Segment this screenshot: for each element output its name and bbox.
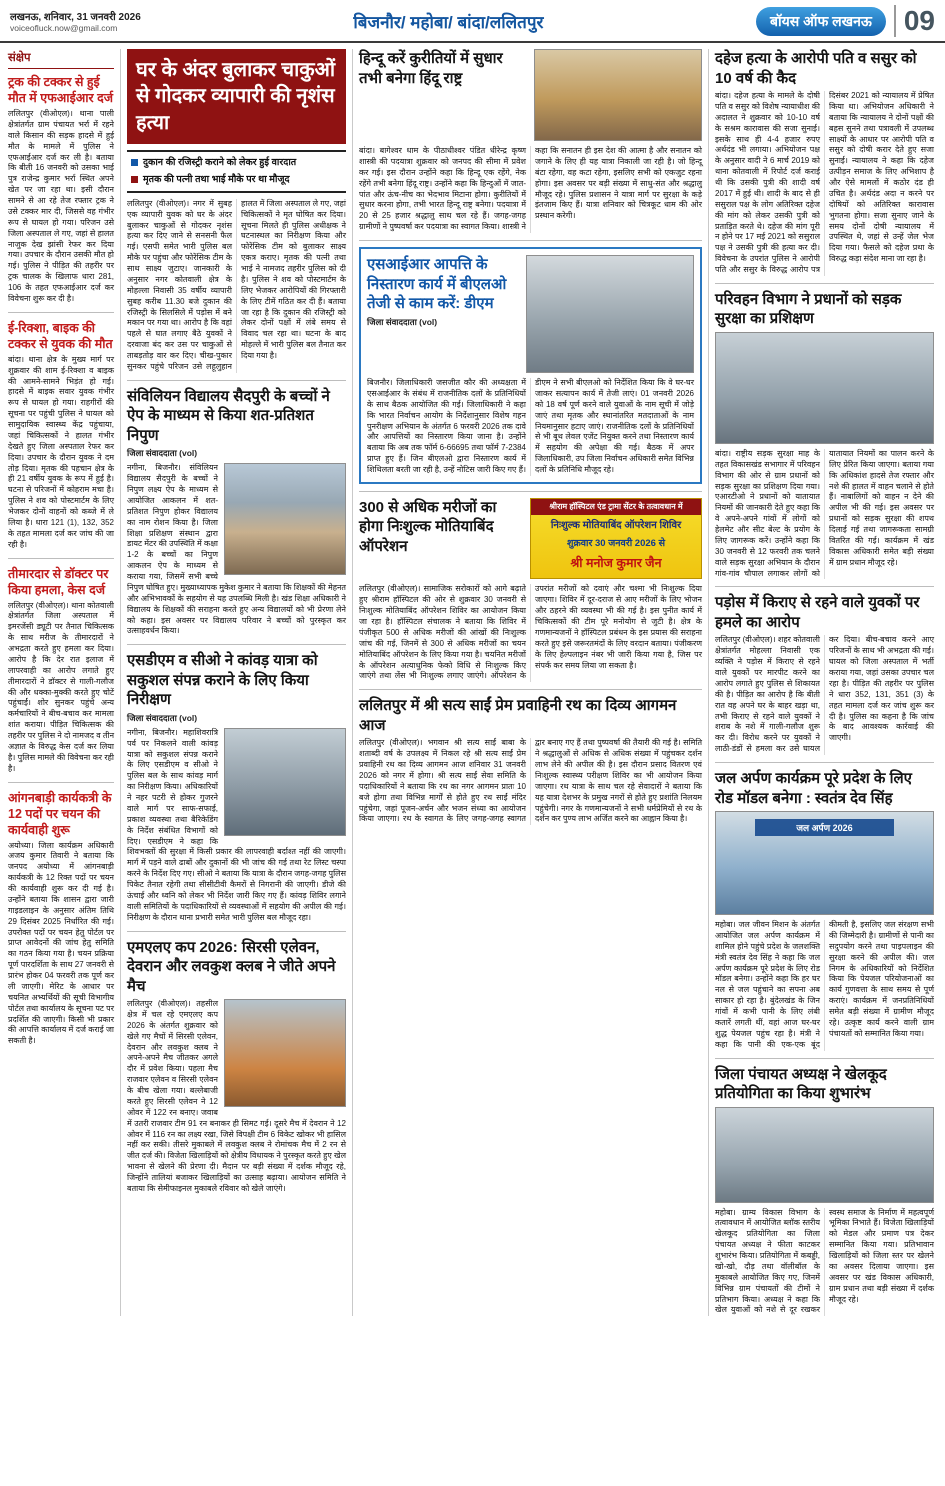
brief-column — [8, 49, 120, 1316]
article-body: ललितपुर (वीओएल)। भगवान श्री सत्य साईं बाबा के शताब्दी वर्ष के उपलक्ष्य में निकल रहे श्री सत्य साईं प्रेम प्रवाहिनी रथ का दिव्य आगमन आज शनिवार 31 जनवरी 2026 को नगर में होगा। श्री सत्य साईं सेवा समिति के पदाधिकारियों ने बताया कि रथ का नगर आगमन प्रातः 10 बजे होगा तथा विभिन्न मार्गों से होते हुए रथ साईं मंदिर पहुंचेगा, जहां पूजन-अर्चन और भजन संध्या का आयोजन किया जाएगा। रथ के स्वागत के लिए जगह-जगह स्वागत द्वार बनाए गए हैं तथा पुष्पवर्षा की तैयारी की गई है। समिति ने श्रद्धालुओं से अधिक से अधिक संख्या में पहुंचकर दर्शन लाभ लेने की अपील की है। इस दौरान प्रसाद वितरण एवं निःशुल्क स्वास्थ्य परीक्षण शिविर का भी आयोजन किया जाएगा। रथ यात्रा के साथ चल रहे सेवादारों ने बताया कि यह यात्रा देशभर के प्रमुख नगरों से होते हुए प्रशांति निलयम पहुंचेगी। नगर के गणमान्यजनों ने सभी धर्मप्रेमियों से रथ के दर्शन कर पुण्य लाभ अर्जित करने का आह्वान किया है। — [359, 738, 702, 824]
brand-badge: बॉयस ऑफ लखनऊ — [756, 7, 886, 36]
road-safety-training-photo — [715, 332, 934, 444]
center-column — [352, 49, 708, 1316]
jal-arpan-event-photo — [715, 811, 934, 915]
highlight-box — [127, 150, 346, 193]
article-body: ललितपुर (वीओएल)। सामाजिक सरोकारों को आगे बढ़ाते हुए श्रीराम हॉस्पिटल की ओर से शुक्रवार 30 जनवरी से निःशुल्क मोतियाबिंद ऑपरेशन शिविर का आयोजन किया जा रहा है। हॉस्पिटल संचालक ने बताया कि शिविर में पंजीकृत 500 से अधिक मरीजों की आंखों की निःशुल्क जांच की गई, जिनमें से 300 से अधिक मरीजों का चयन मोतियाबिंद ऑपरेशन के लिए किया गया है। चयनित मरीजों के ऑपरेशन अत्याधुनिक फेको विधि से निःशुल्क किए जाएंगे तथा लेंस भी निःशुल्क लगाए जाएंगे। ऑपरेशन के उपरांत मरीजों को दवाएं और चश्मा भी निःशुल्क दिया जाएगा। शिविर में दूर-दराज से आए मरीजों के लिए भोजन और ठहरने की व्यवस्था भी की गई है। इस पुनीत कार्य में चिकित्सकों की टीम पूरे मनोयोग से जुटी है। क्षेत्र के गणमान्यजनों ने हॉस्पिटल प्रबंधन के इस प्रयास की सराहना करते हुए इसे जरूरतमंदों के लिए वरदान बताया। पंजीकरण के लिए हेल्पलाइन नंबर भी जारी किया गया है, जिस पर संपर्क कर समय लिया जा सकता है। — [359, 584, 702, 681]
hindu-rashtra-article — [359, 49, 702, 233]
article-headline: पड़ोस में किराए से रहने वाले युवकों पर हमले का आरोप — [715, 594, 920, 631]
headline-photo-row — [359, 49, 702, 141]
article-headline: ललितपुर में श्री सत्य साईं प्रेम प्रवाहिनी रथ का दिव्य आगमन आज — [359, 697, 677, 734]
article-body: ललितपुर (वीओएल)। तहसील क्षेत्र में चल रहे एमएलए कप 2026 के अंतर्गत शुक्रवार को खेले गए मैचों में सिरसी एलेवन, देवरान और लवकुश क्लब ने अपने-अपने मैच जीतकर अगले दौर में प्रवेश किया। पहला मैच राजवार एलेवन व सिरसी एलेवन के बीच खेला गया। बल्लेबाजी करते हुए सिरसी एलेवन ने 12 ओवर में 122 रन बनाए। जवाब में उतरी राजवार टीम 91 रन बनाकर ही सिमट गई। दूसरे मैच में देवरान ने 12 ओवर में 116 रन का लक्ष्य रखा, जिसे विपक्षी टीम 6 विकेट खोकर भी हासिल नहीं कर सकी। तीसरे मुकाबले में लवकुश क्लब ने रोमांचक मैच में 2 रन से जीत दर्ज की। विजेता खिलाड़ियों को क्षेत्रीय विधायक ने पुरस्कृत करते हुए खेल भावना से खेलने की प्रेरणा दी। मैदान पर बड़ी संख्या में दर्शक मौजूद रहे, जिन्होंने तालियां बजाकर खिलाड़ियों का उत्साह बढ़ाया। आयोजन समिति ने बताया कि सेमीफाइनल मुकाबले रविवार को खेले जाएंगे। — [127, 999, 346, 1193]
article-headline: जिला पंचायत अध्यक्ष ने खेलकूद प्रतियोगिता का किया शुभारंभ — [715, 1065, 887, 1102]
masthead — [0, 0, 945, 43]
dateline: लखनऊ, शनिवार, 31 जनवरी 2026 — [10, 12, 141, 23]
mla-cup-photo — [224, 999, 346, 1107]
masthead-left — [10, 9, 141, 33]
article-body: बांदा। दहेज हत्या के मामले के दोषी पति व ससुर को विशेष न्यायाधीश की अदालत ने शुक्रवार को 10-10 वर्ष के सश्रम कारावास की सजा सुनाई। इसके साथ ही 4-4 हजार रुपए अर्थदंड भी लगाया। अभियोजन पक्ष के अनुसार वादी ने 6 मार्च 2019 को थाना कोतवाली में रिपोर्ट दर्ज कराई थी कि उसकी पुत्री की शादी वर्ष 2017 में हुई थी। शादी के बाद से ही ससुराल पक्ष के लोग अतिरिक्त दहेज की मांग को लेकर उसकी पुत्री को प्रताड़ित करते थे। दहेज की मांग पूरी न होने पर 17 मई 2021 को ससुराल पक्ष ने उसकी पुत्री की हत्या कर दी। विवेचना के उपरांत पुलिस ने आरोपी पति और ससुर के विरुद्ध आरोप पत्र दिसंबर 2021 को न्यायालय में प्रेषित किया था। अभियोजन अधिकारी ने बताया कि न्यायालय ने दोनों पक्षों की बहस सुनने तथा पत्रावली में उपलब्ध साक्ष्यों के आधार पर आरोपी पति व ससुर को दोषी करार देते हुए सजा सुनाई। न्यायालय ने कहा कि दहेज उत्पीड़न समाज के लिए अभिशाप है और ऐसे मामलों में कठोर दंड ही उचित है। अर्थदंड अदा न करने पर दोषियों को अतिरिक्त कारावास भुगतना होगा। सजा सुनाए जाने के समय दोनों दोषी न्यायालय में उपस्थित थे, जहां से उन्हें जेल भेज दिया गया। फैसले को दहेज प्रथा के विरुद्ध कड़ा संदेश माना जा रहा है। — [715, 91, 934, 274]
kanwar-inspection-photo — [224, 728, 346, 836]
article-body: नगीना, बिजनौर। संविलियन विद्यालय सैदपुरी के बच्चों ने निपुण लक्ष्य ऐप के माध्यम से आयोजित आकलन में शत-प्रतिशत निपुण होकर विद्यालय का नाम रोशन किया है। जिला शिक्षा प्रशिक्षण संस्थान द्वारा डायट मेंटर की उपस्थिति में कक्षा 1-2 के बच्चों का निपुण आकलन ऐप के माध्यम से कराया गया, जिसमें सभी बच्चे निपुण घोषित हुए। मुख्याध्यापक मुकेश कुमार ने बताया कि शिक्षकों की मेहनत और अभिभावकों के सहयोग से यह उपलब्धि मिली है। खंड शिक्षा अधिकारी ने विद्यालय के शिक्षकों की सराहना करते हुए अन्य विद्यालयों को भी प्रेरणा लेने को कहा। इस अवसर पर विद्यालय परिवार ने बच्चों को पुरस्कृत कर उत्साहवर्धन किया। — [127, 463, 346, 636]
email-address: voiceofluck.now@gmail.com — [10, 23, 118, 33]
article-headline: आंगनबाड़ी कार्यकत्री के 12 पदों पर चयन की कार्यवाही शुरू — [8, 790, 112, 837]
advert-name: श्री मनोज कुमार जैन — [570, 556, 662, 571]
article-headline: 300 से अधिक मरीजों का होगा निःशुल्क मोतियाबिंद ऑपरेशन — [359, 498, 497, 555]
highlight-text: दुकान की रजिस्ट्री कराने को लेकर हुई वारदात — [143, 157, 297, 169]
region-title: बिजनौर/ महोबा/ बांदा/ललितपुर — [353, 12, 544, 32]
article-body: ललितपुर (वीओएल)। थाना कोतवाली क्षेत्रांतर्गत जिला अस्पताल में इमरजेंसी ड्यूटी पर तैनात चिकित्सक के साथ मरीज के तीमारदारों ने अभद्रता करते हुए हमला कर दिया। आरोप है कि देर रात इलाज में लापरवाही का आरोप लगाते हुए तीमारदारों ने डॉक्टर से गाली-गलौज की और धक्का-मुक्की करते हुए चोटें पहुंचाईं। शोर सुनकर पहुंचे अन्य कर्मचारियों ने बीच-बचाव कर मामला शांत कराया। पीड़ित चिकित्सक की तहरीर पर पुलिस ने दो नामजद व तीन अज्ञात के विरुद्ध केस दर्ज कर लिया है। पुलिस मामले की विवेचना कर रही है। — [8, 600, 115, 773]
headline-wrap — [367, 255, 519, 373]
dowry-death-article — [715, 49, 934, 276]
article-headline: दहेज हत्या के आरोपी पति व ससुर को 10 वर्ष की कैद — [715, 50, 917, 87]
sports-inauguration-article — [715, 1058, 934, 1317]
article-body: ललितपुर (वीओएल)। शहर कोतवाली क्षेत्रांतर्गत मोहल्ला निवासी एक व्यक्ति ने पड़ोस में किराए से रहने वाले युवकों पर मारपीट करने का आरोप लगाते हुए पुलिस से शिकायत की है। पीड़ित का आरोप है कि बीती रात वह अपने घर के बाहर खड़ा था, तभी किराए से रहने वाले युवकों ने शराब के नशे में गाली-गलौज शुरू कर दी। विरोध करने पर युवकों ने लाठी-डंडों से हमला कर उसे घायल कर दिया। बीच-बचाव करने आए परिजनों के साथ भी अभद्रता की गई। घायल को जिला अस्पताल में भर्ती कराया गया, जहां उसका उपचार चल रहा है। पीड़ित की तहरीर पर पुलिस ने धारा 352, 131, 351 (3) के तहत मामला दर्ज कर जांच शुरू कर दी है। पुलिस का कहना है कि जांच के बाद आवश्यक कार्रवाई की जाएगी। — [715, 635, 934, 754]
page-number: 09 — [894, 5, 935, 37]
advert-title: निःशुल्क मोतियाबिंद ऑपरेशन शिविर — [550, 519, 682, 531]
article-headline: तीमारदार से डॉक्टर पर किया हमला, केस दर्ज — [8, 566, 109, 597]
article-body: महोबा। ग्राम्य विकास विभाग के तत्वावधान में आयोजित ब्लॉक स्तरीय खेलकूद प्रतियोगिता का जिला पंचायत अध्यक्ष ने फीता काटकर शुभारंभ किया। प्रतियोगिता में कबड्डी, खो-खो, दौड़ तथा वॉलीबॉल के मुकाबले आयोजित किए गए, जिनमें विभिन्न ग्राम पंचायतों की टीमों ने प्रतिभाग किया। अध्यक्ष ने कहा कि खेल युवाओं को नशे से दूर रखकर स्वस्थ समाज के निर्माण में महत्वपूर्ण भूमिका निभाते हैं। विजेता खिलाड़ियों को मेडल और प्रमाण पत्र देकर सम्मानित किया गया। प्रतिभावान खिलाड़ियों को जिला स्तर पर खेलने का अवसर दिलाया जाएगा। इस अवसर पर खंड विकास अधिकारी, ग्राम प्रधान तथा बड़ी संख्या में दर्शक मौजूद रहे। — [715, 1207, 934, 1315]
article-body: बांदा। बागेश्वर धाम के पीठाधीश्वर पंडित धीरेन्द्र कृष्ण शास्त्री की पदयात्रा शुक्रवार को जनपद की सीमा में प्रवेश कर गई। इस दौरान उन्होंने कहा कि हिन्दू एक रहेंगे, नेक रहेंगे तभी बनेगा हिंदू राष्ट्र। उन्होंने कहा कि हिन्दुओं में जात-पांत और ऊंच-नीच का भेदभाव मिटाना होगा। कुरीतियों में सुधार करना होगा, तभी भारत हिन्दू राष्ट्र बनेगा। पदयात्रा में 20 से 25 हजार श्रद्धालु साथ चल रहे हैं। जगह-जगह ग्रामीणों ने पुष्पवर्षा कर पदयात्रा का स्वागत किया। शास्त्री ने कहा कि सनातन ही इस देश की आत्मा है और सनातन को जगाने के लिए ही यह यात्रा निकाली जा रही है। जो हिन्दू बंटा रहेगा, वह कटा रहेगा, इसलिए सभी को एकजुट रहना होगा। इस अवसर पर बड़ी संख्या में साधु-संत और श्रद्धालु मौजूद रहे। पुलिस प्रशासन ने यात्रा मार्ग पर सुरक्षा के कड़े इंतजाम किए हैं। यात्रा शनिवार को चित्रकूट धाम की ओर प्रस्थान करेगी। — [359, 146, 702, 232]
cataract-camp-article — [359, 491, 702, 682]
article-headline: ई-रिक्शा, बाइक की टक्कर से युवक की मौत — [8, 320, 113, 351]
article-headline: घर के अंदर बुलाकर चाकुओं से गोदकर व्यापारी की नृशंस हत्या — [127, 49, 346, 144]
article-headline: एसआईआर आपत्ति के निस्तारण कार्य में बीएलओ तेजी से काम करें: डीएम — [367, 256, 507, 312]
article-body: ललितपुर (वीओएल)। नगर में सुबह एक व्यापारी युवक को घर के अंदर बुलाकर चाकुओं से गोदकर नृशंस हत्या कर दिए जाने से सनसनी फैल गई। एसपी समेत भारी पुलिस बल मौके पर पहुंचा और फोरेंसिक टीम के साथ साक्ष्य जुटाए। जानकारी के अनुसार नगर कोतवाली क्षेत्र के मोहल्ला निवासी 35 वर्षीय व्यापारी सुबह करीब 11.30 बजे दुकान की रजिस्ट्री के सिलसिले में पड़ोस में बने मकान पर गया था। आरोप है कि वहां पहले से घात लगाए बैठे युवकों ने दरवाजा बंद कर उस पर चाकुओं से ताबड़तोड़ वार कर दिए। चीख-पुकार सुनकर पहुंचे परिजन उसे लहूलुहान हालत में जिला अस्पताल ले गए, जहां चिकित्सकों ने मृत घोषित कर दिया। सूचना मिलते ही पुलिस अधीक्षक ने घटनास्थल का निरीक्षण किया और फोरेंसिक टीम को बुलाकर साक्ष्य एकत्र कराए। मृतक की पत्नी तथा भाई ने नामजद तहरीर पुलिस को दी है। पुलिस ने शव को पोस्टमार्टम के लिए भेजकर आरोपियों की गिरफ्तारी के लिए टीमें गठित कर दी हैं। बताया जा रहा है कि दुकान की रजिस्ट्री को लेकर दोनों पक्षों में लंबे समय से विवाद चल रहा था। घटना के बाद मोहल्ले में भारी पुलिस बल तैनात कर दिया गया है। — [127, 198, 346, 371]
kanwar-inspection-article — [127, 644, 346, 923]
school-children-photo — [224, 463, 346, 575]
photo-banner-text: जल अर्पण 2026 — [755, 819, 894, 836]
page-content — [0, 43, 945, 1322]
eye-camp-advert — [530, 498, 702, 580]
article-headline: हिन्दू करें कुरीतियों में सुधार तभी बनेगा हिंदू राष्ट्र — [359, 50, 503, 87]
square-bullet-icon — [131, 176, 138, 183]
main-story-column — [120, 49, 352, 1316]
advert-date: शुक्रवार 30 जनवरी 2026 से — [566, 538, 665, 550]
article-headline: एसडीएम व सीओ ने कांवड़ यात्रा को सकुशल संपन्न कराने के लिए किया निरीक्षण — [127, 652, 318, 709]
byline: जिला संवाददाता (vol) — [127, 712, 198, 723]
article-body: बांदा। राष्ट्रीय सड़क सुरक्षा माह के तहत विकासखंड सभागार में परिवहन विभाग की ओर से ग्राम प्रधानों को सड़क सुरक्षा का प्रशिक्षण दिया गया। एआरटीओ ने प्रधानों को यातायात नियमों की जानकारी देते हुए कहा कि वे अपने-अपने गांवों में लोगों को हेलमेट और सीट बेल्ट के प्रयोग के लिए जागरूक करें। उन्होंने कहा कि 30 जनवरी से 12 फरवरी तक चलने वाले सड़क सुरक्षा अभियान के दौरान गांव-गांव चौपाल लगाकर लोगों को यातायात नियमों का पालन करने के लिए प्रेरित किया जाएगा। बताया गया कि अधिकांश हादसे तेज रफ्तार और नशे की हालत में वाहन चलाने से होते हैं। नाबालिगों को वाहन न देने की अपील भी की गई। इस अवसर पर प्रधानों को सड़क सुरक्षा की शपथ दिलाई गई तथा जागरूकता सामग्री वितरित की गई। कार्यक्रम में खंड विकास अधिकारी समेत बड़ी संख्या में ग्राम प्रधान मौजूद रहे। — [715, 448, 934, 578]
highlight-item — [131, 157, 342, 169]
headline-ad-row — [359, 498, 702, 580]
brief-article-truck-fir — [8, 74, 114, 305]
brief-section-label: संक्षेप — [8, 49, 114, 69]
byline: जिला संवाददाता (vol) — [127, 448, 198, 459]
dm-meeting-photo — [526, 255, 694, 373]
school-nipun-article — [127, 380, 346, 638]
article-body: महोबा। जल जीवन मिशन के अंतर्गत आयोजित जल अर्पण कार्यक्रम में शामिल होने पहुंचे प्रदेश के जलशक्ति मंत्री स्वतंत्र देव सिंह ने कहा कि जल अर्पण कार्यक्रम पूरे प्रदेश के लिए रोड मॉडल बनेगा। उन्होंने कहा कि हर घर नल से जल पहुंचाने का सपना अब साकार हो रहा है। बुंदेलखंड के जिन गांवों में कभी पानी के लिए लंबी कतारें लगती थीं, वहां आज घर-घर शुद्ध पेयजल पहुंच रहा है। मंत्री ने कहा कि पानी की एक-एक बूंद कीमती है, इसलिए जल संरक्षण सभी की जिम्मेदारी है। ग्रामीणों से पानी का सदुपयोग करने तथा पाइपलाइन की सुरक्षा करने की अपील की। जल निगम के अधिकारियों को निर्देशित किया कि पेयजल परियोजनाओं का कार्य गुणवत्ता के साथ समय से पूर्ण कराएं। कार्यक्रम में जनप्रतिनिधियों समेत बड़ी संख्या में ग्रामीण मौजूद रहे। उत्कृष्ट कार्य करने वाली ग्राम पंचायतों को सम्मानित किया गया। — [715, 920, 934, 1049]
tenant-attack-article — [715, 586, 934, 755]
sir-article-box — [359, 247, 702, 484]
sports-inauguration-photo — [715, 1107, 934, 1203]
article-body: बिजनौर। जिलाधिकारी जसजीत कौर की अध्यक्षता में एसआईआर के संबंध में राजनीतिक दलों के प्रतिनिधियों के साथ बैठक आयोजित की गई। जिलाधिकारी ने कहा कि भारत निर्वाचन आयोग के निर्देशानुसार विशेष गहन पुनरीक्षण अभियान के अंतर्गत 6 फरवरी 2026 तक दावे और आपत्तियों का निस्तारण किया जाना है। उन्होंने बताया कि अब तक फॉर्म 6-66695 तथा फॉर्म 7-2384 प्राप्त हुए हैं। जिन बीएलओ द्वारा निस्तारण कार्य में शिथिलता बरती जा रही है, उन्हें नोटिस जारी किए गए हैं। डीएम ने सभी बीएलओ को निर्देशित किया कि वे घर-घर जाकर सत्यापन कार्य में तेजी लाएं। 01 जनवरी 2026 को 18 वर्ष पूर्ण करने वाले युवाओं के नाम सूची में जोड़े जाएं तथा मृतक और स्थानांतरित मतदाताओं के नाम नियमानुसार हटाए जाएं। राजनीतिक दलों के प्रतिनिधियों से भी बूथ लेवल एजेंट नियुक्त करने तथा निस्तारण कार्य में सहयोग की अपेक्षा की गई। बैठक में अपर जिलाधिकारी, उप जिला निर्वाचन अधिकारी समेत विभिन्न दलों के प्रतिनिधि मौजूद रहे। — [367, 378, 694, 474]
article-body: ललितपुर (वीओएल)। थाना पाली क्षेत्रांतर्गत ग्राम पंचायत भर्रा में रहने वाले किसान की सड़क हादसे में हुई मौत के मामले में पुलिस ने एफआईआर दर्ज कर ली है। बताया कि बीती 16 जनवरी को उसका भाई पुत्र राजेन्द्र कुमार भर्रा स्थित अपने खेत पर जा रहा था। इसी दौरान सामने से आ रहे तेज रफ्तार ट्रक ने उसे टक्कर मार दी, जिससे वह गंभीर रूप से घायल हो गया। परिजन उसे जिला अस्पताल ले गए, जहां से हालत नाजुक देख झांसी रेफर कर दिया गया। उपचार के दौरान उसकी मौत हो गई। पुलिस ने पीड़ित की तहरीर पर ट्रक चालक के खिलाफ धारा 281, 106 के तहत एफआईआर दर्ज कर विवेचना शुरू कर दी है। — [8, 109, 114, 303]
sai-rath-article — [359, 689, 702, 825]
highlight-text: मृतक की पत्नी तथा भाई मौके पर था मौजूद — [143, 173, 290, 185]
jal-arpan-article — [715, 762, 934, 1051]
article-headline: एमएलए कप 2026: सिरसी एलेवन, देवरान और लवकुश क्लब ने जीते अपने मैच — [127, 938, 336, 995]
highlight-item — [131, 174, 342, 186]
brief-article-anganwadi-selection — [8, 782, 114, 1048]
article-body: अयोध्या। जिला कार्यक्रम अधिकारी अजय कुमार तिवारी ने बताया कि जनपद अयोध्या में आंगनबाड़ी कार्यकत्री के 12 रिक्त पदों पर चयन की कार्यवाही शुरू कर दी गई है। उन्होंने बताया कि शासन द्वारा जारी गाइडलाइन के अनुसार अंतिम तिथि 29 दिसंबर 2025 निर्धारित की गई। उपरोक्त पदों पर चयन हेतु पोर्टल पर प्राप्त आवेदनों की जांच हेतु समिति का गठन किया गया है। चयन प्रक्रिया पूर्ण पारदर्शिता के साथ 27 जनवरी से प्रारंभ होकर 04 फरवरी तक पूर्ण कर ली जाएगी। मेरिट के आधार पर चयनित अभ्यर्थियों की सूची विभागीय पोर्टल तथा कार्यालय के सूचना पट पर प्रदर्शित की जाएगी। किसी भी प्रकार की आपत्ति कार्यालय में दर्ज कराई जा सकती है। — [8, 840, 114, 1046]
article-headline: ट्रक की टक्कर से हुई मौत में एफआईआर दर्ज — [8, 75, 113, 105]
article-headline: संविलियन विद्यालय सैदपुरी के बच्चों ने ऐप के माध्यम से किया शत-प्रतिशत निपुण — [127, 387, 330, 444]
article-body: बांदा। थाना क्षेत्र के मुख्य मार्ग पर शुक्रवार की शाम ई-रिक्शा व बाइक की आमने-सामने भिड़ंत हो गई। हादसे में बाइक सवार युवक गंभीर रूप से घायल हो गया। राहगीरों की सूचना पर पहुंची पुलिस ने घायल को सामुदायिक स्वास्थ्य केंद्र पहुंचाया, जहां चिकित्सकों ने हालत गंभीर देखते हुए जिला अस्पताल रेफर कर दिया। उपचार के दौरान युवक ने दम तोड़ दिया। मृतक की पहचान क्षेत्र के ही 21 वर्षीय युवक के रूप में हुई है। घटना से परिजनों में कोहराम मचा है। पुलिस ने शव को पोस्टमार्टम के लिए भेजकर दोनों वाहनों को कब्जे में ले लिया है। धारा 121 (1), 132, 352 के तहत मामला दर्ज कर जांच की जा रही है। — [8, 354, 114, 549]
brief-article-erickshaw-death — [8, 312, 114, 551]
article-headline: परिवहन विभाग ने प्रधानों को सड़क सुरक्षा का प्रशिक्षण — [715, 290, 902, 328]
road-safety-article — [715, 283, 934, 580]
murder-article — [127, 49, 346, 373]
brief-article-doctor-attack — [8, 558, 114, 775]
padyatra-group-photo — [534, 49, 702, 141]
article-body: नगीना, बिजनौर। महाशिवरात्रि पर्व पर निकलने वाली कांवड़ यात्रा को सकुशल संपन्न कराने के लिए एसडीएम व सीओ ने पुलिस बल के साथ कांवड़ मार्ग का निरीक्षण किया। अधिकारियों ने नहर पटरी से होकर गुजरने वाले मार्ग पर साफ-सफाई, प्रकाश व्यवस्था तथा बैरिकेडिंग के निर्देश संबंधित विभागों को दिए। एसडीएम ने कहा कि शिवभक्तों की सुरक्षा में किसी प्रकार की लापरवाही बर्दाश्त नहीं की जाएगी। मार्ग में पड़ने वाले ढाबों और दुकानों की भी जांच की गई तथा रेट लिस्ट चस्पा करने के निर्देश दिए गए। सीओ ने बताया कि यात्रा के दौरान जगह-जगह पुलिस पिकेट तैनात रहेगी तथा सीसीटीवी कैमरों से निगरानी की जाएगी। डीजे की ऊंचाई और ध्वनि को लेकर भी निर्देश जारी किए गए हैं। कांवड़ शिविर लगाने वाली समितियों के पदाधिकारियों से व्यवस्थाओं में सहयोग की अपील की गई। निरीक्षण के दौरान थाना प्रभारी समेत भारी पुलिस बल मौजूद रहा। — [127, 727, 346, 922]
headline-photo-row — [367, 255, 694, 373]
advert-banner: श्रीराम हॉस्पिटल एंड ट्रामा सेंटर के तत्वावधान में — [531, 499, 701, 515]
byline: जिला संवाददाता (vol) — [367, 316, 438, 327]
right-column — [708, 49, 934, 1316]
article-headline: जल अर्पण कार्यक्रम पूरे प्रदेश के लिए रोड मॉडल बनेगा : स्वतंत्र देव सिंह — [715, 770, 912, 807]
masthead-right — [756, 5, 935, 37]
sir-dm-article — [359, 240, 702, 484]
square-bullet-icon — [131, 159, 138, 166]
mla-cup-article — [127, 931, 346, 1195]
